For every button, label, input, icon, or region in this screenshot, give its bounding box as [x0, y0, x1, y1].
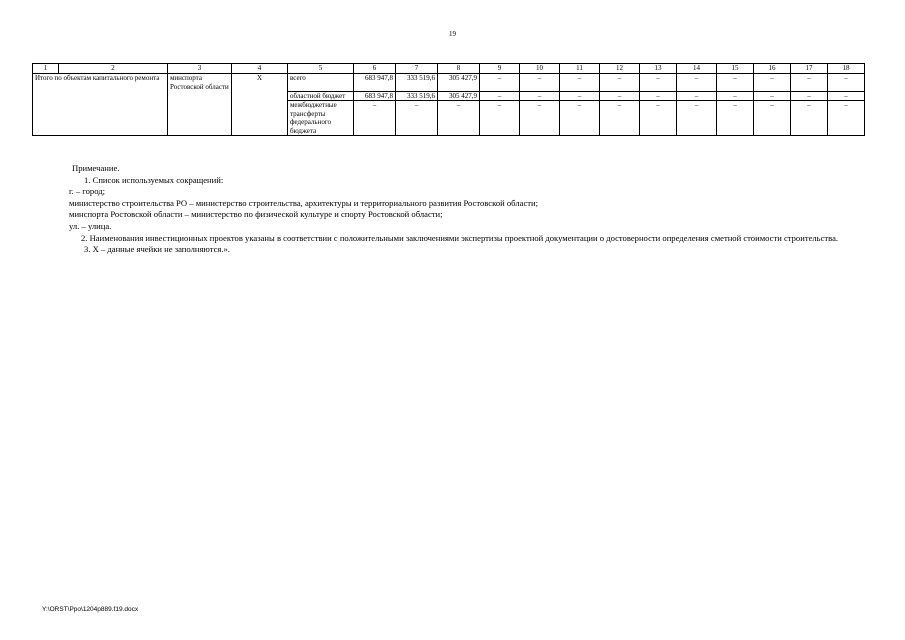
- abbreviation-line: г. – город;: [69, 186, 106, 197]
- table-cell: –: [560, 91, 600, 101]
- table-cell: 305 427,9: [438, 91, 480, 101]
- column-header: 2: [59, 64, 168, 74]
- table-cell: –: [520, 74, 560, 92]
- column-header: 1: [33, 64, 59, 74]
- table-cell: –: [600, 74, 640, 92]
- summary-table: [32, 63, 865, 136]
- table-row: [33, 101, 865, 136]
- table-cell: –: [480, 74, 520, 92]
- notes-title: Примечание.: [72, 163, 120, 173]
- table-cell: –: [480, 91, 520, 101]
- note-item-2: 2. Наименования инвестиционных проектов указаны в соответствии с положительными заключениями экспертизы проектной документации о достоверности определения сметной стоимости строительства.: [81, 232, 839, 243]
- table-cell: –: [560, 101, 600, 136]
- funding-source: областной бюджет: [288, 91, 354, 101]
- table-cell: –: [438, 101, 480, 136]
- table-cell: –: [600, 91, 640, 101]
- column-header: 5: [288, 64, 354, 74]
- abbreviation-line: министерство строительства РО – министерство строительства, архитектуры и территориального развития Ростовской области;: [69, 197, 538, 208]
- row-col4-marker: X: [232, 74, 288, 92]
- table-cell: –: [791, 74, 828, 92]
- row-organization: минспорта Ростовской области: [168, 74, 232, 92]
- table-cell: –: [640, 74, 677, 92]
- table-cell: –: [828, 101, 865, 136]
- column-header: 12: [600, 64, 640, 74]
- table-cell: –: [754, 91, 791, 101]
- table-cell: –: [354, 101, 396, 136]
- table-cell: –: [754, 74, 791, 92]
- note-item-3: 3. Х – данные ячейки не заполняются.».: [84, 244, 230, 255]
- table-cell: –: [791, 91, 828, 101]
- column-header: 14: [677, 64, 717, 74]
- column-header: 8: [438, 64, 480, 74]
- file-path-footer: Y:\ORST\Ppo\1204p889.f19.docx: [42, 606, 139, 613]
- note-item-1: 1. Список используемых сокращений:: [84, 174, 224, 185]
- table-cell: –: [677, 74, 717, 92]
- column-header: 4: [232, 64, 288, 74]
- column-header: 3: [168, 64, 232, 74]
- table-cell: 333 519,6: [396, 91, 438, 101]
- column-header: 9: [480, 64, 520, 74]
- column-header: 18: [828, 64, 865, 74]
- funding-source: межбюджетные трансферты федерального бюджета: [288, 101, 354, 136]
- table-row: [33, 91, 865, 101]
- table-cell: –: [677, 91, 717, 101]
- column-header: 13: [640, 64, 677, 74]
- table-cell: –: [717, 91, 754, 101]
- column-header: 10: [520, 64, 560, 74]
- table-cell: –: [520, 91, 560, 101]
- table-cell: –: [717, 101, 754, 136]
- notes-section: [69, 163, 864, 256]
- table-cell: –: [396, 101, 438, 136]
- column-header: 17: [791, 64, 828, 74]
- page-number: 19: [449, 30, 456, 38]
- table-header-row: [33, 64, 865, 74]
- table-cell: –: [677, 101, 717, 136]
- table-cell: –: [480, 101, 520, 136]
- abbreviation-line: ул. – улица.: [69, 220, 112, 231]
- table-row: [33, 74, 865, 92]
- table-cell: –: [520, 101, 560, 136]
- column-header: 7: [396, 64, 438, 74]
- table-cell: –: [600, 101, 640, 136]
- table-cell: 305 427,9: [438, 74, 480, 92]
- column-header: 16: [754, 64, 791, 74]
- table-cell: 683 947,8: [354, 74, 396, 92]
- table-cell: –: [640, 91, 677, 101]
- column-header: 11: [560, 64, 600, 74]
- table-cell: –: [640, 101, 677, 136]
- table-cell: 683 947,8: [354, 91, 396, 101]
- table-cell: –: [791, 101, 828, 136]
- abbreviation-line: минспорта Ростовской области – министерство по физической культуре и спорту Ростовской области;: [69, 209, 443, 220]
- table-cell: –: [828, 74, 865, 92]
- table-cell: –: [828, 91, 865, 101]
- row-label: Итого по объектам капитального ремонта: [33, 74, 168, 92]
- column-header: 15: [717, 64, 754, 74]
- table-cell: 333 519,6: [396, 74, 438, 92]
- table-cell: –: [560, 74, 600, 92]
- table-cell: –: [754, 101, 791, 136]
- column-header: 6: [354, 64, 396, 74]
- funding-source: всего: [288, 74, 354, 92]
- table-cell: –: [717, 74, 754, 92]
